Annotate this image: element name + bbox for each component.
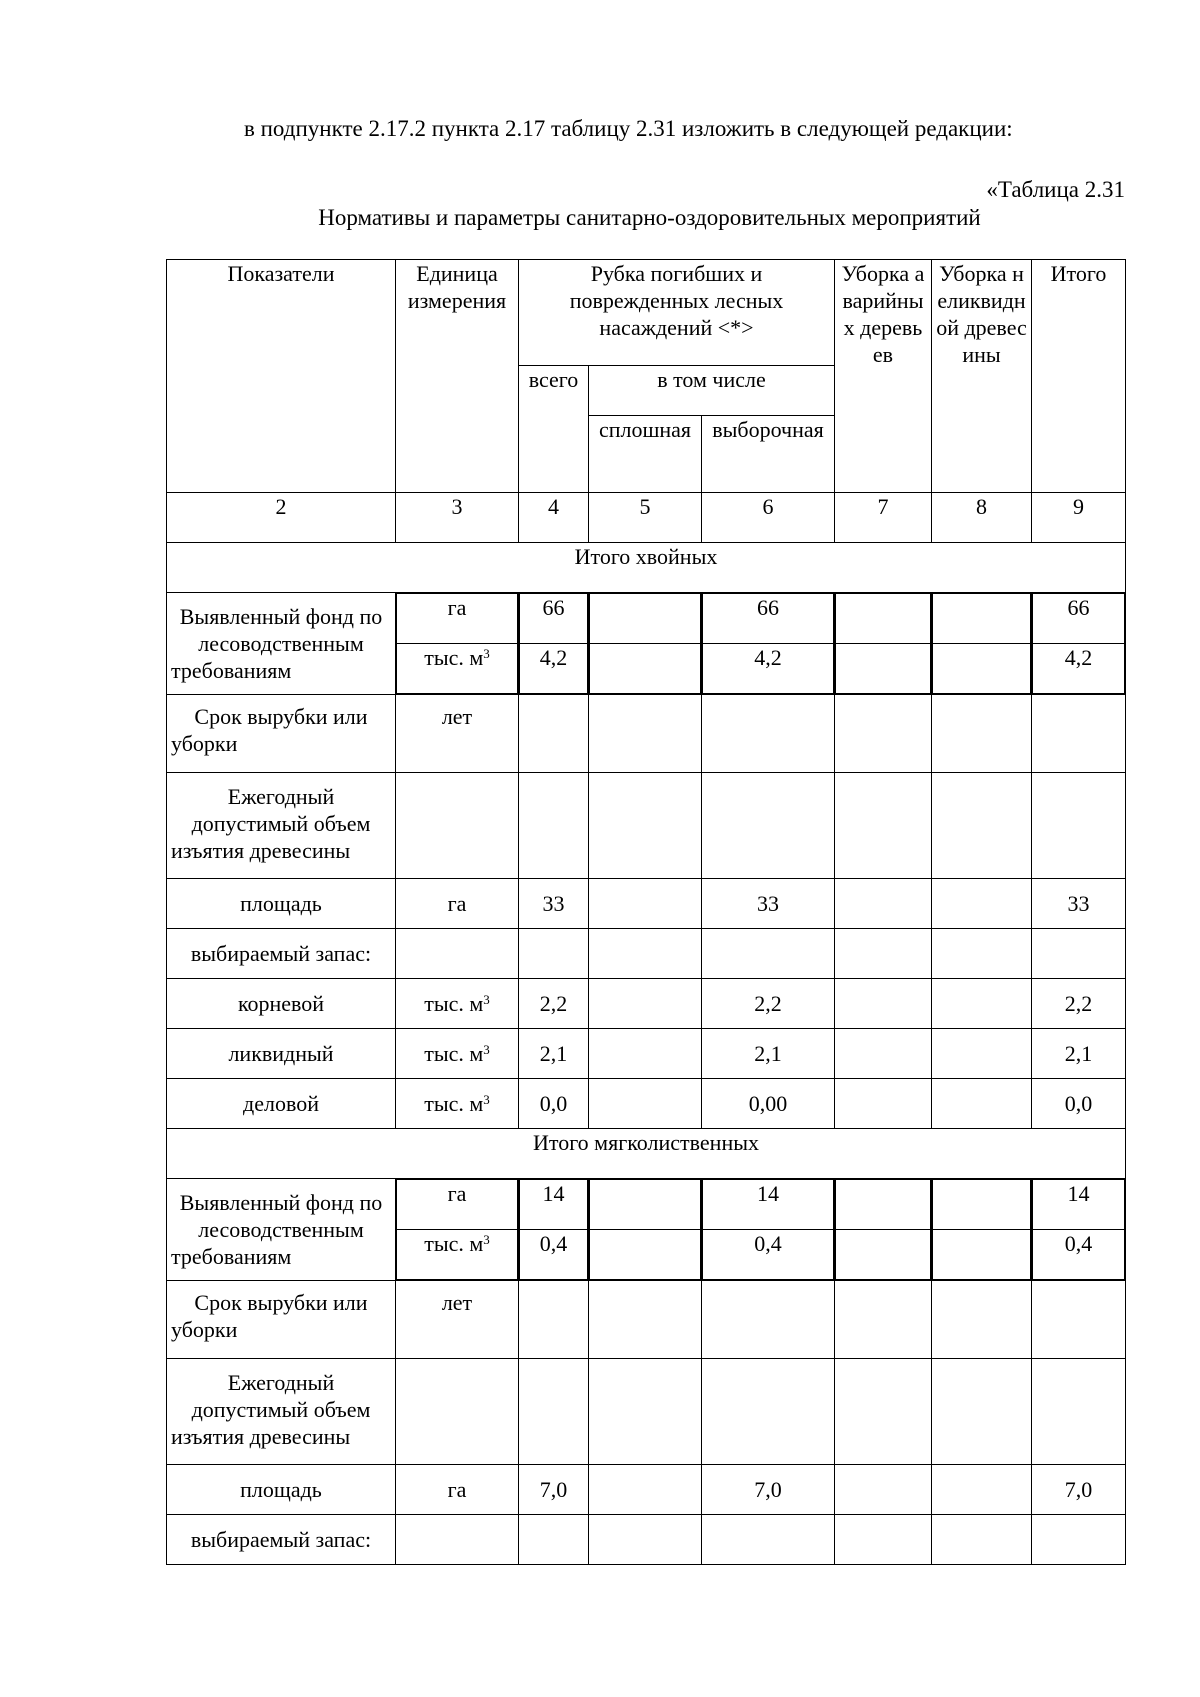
cell-value: 2,1 (702, 1029, 835, 1079)
cell-value: 2,1 (1032, 1029, 1126, 1079)
table-row (167, 979, 1126, 1029)
split-cell (519, 593, 589, 695)
table-row (167, 1179, 1126, 1281)
unit-years: лет (396, 1281, 519, 1359)
split-cell (835, 593, 932, 695)
split-cell (1032, 1179, 1126, 1281)
row-label-area: площадь (167, 1465, 396, 1515)
table-row (167, 773, 1126, 879)
header-total-sub: всего (519, 366, 589, 493)
column-numbers-row (167, 493, 1126, 543)
header-emergency: Уборка аварийных деревьев (835, 260, 932, 493)
cell-value: 33 (702, 879, 835, 929)
split-cell (1032, 593, 1126, 695)
cell-value: 7,0 (702, 1465, 835, 1515)
row-label-liquid: ликвидный (167, 1029, 396, 1079)
section-title-conifers: Итого хвойных (167, 543, 1126, 593)
row-label-stock: выбираемый запас: (167, 1515, 396, 1565)
row-label-term: Срок вырубки или уборки (167, 1281, 396, 1359)
cell-value: 2,1 (519, 1029, 589, 1079)
cell-value: 0,00 (702, 1079, 835, 1129)
cell-value: 0,4 (520, 1230, 588, 1280)
table-row (167, 1515, 1126, 1565)
row-label-area: площадь (167, 879, 396, 929)
table-caption: «Таблица 2.31 (986, 177, 1125, 202)
cell-value: 66 (1033, 594, 1125, 644)
unit-split (396, 1179, 519, 1281)
split-cell (589, 593, 702, 695)
cell-value: 4,2 (1033, 644, 1125, 694)
cell-value: 4,2 (520, 644, 588, 694)
cell-value: 2,2 (1032, 979, 1126, 1029)
row-label-root: корневой (167, 979, 396, 1029)
cell-value: 66 (520, 594, 588, 644)
cell-value: 2,2 (702, 979, 835, 1029)
header-illiquid: Уборка неликвидной древесины (932, 260, 1032, 493)
cell-value: 0,0 (519, 1079, 589, 1129)
table-row (167, 1029, 1126, 1079)
col-number: 8 (932, 493, 1032, 543)
header-clear: сплошная (589, 416, 702, 493)
intro-paragraph: в подпункте 2.17.2 пункта 2.17 таблицу 2.31 изложить в следующей редакции: (244, 116, 1013, 141)
unit-m3: тыс. $м^3$ (397, 1230, 518, 1280)
unit-ga: га (396, 1465, 519, 1515)
split-cell (932, 1179, 1032, 1281)
col-number: 7 (835, 493, 932, 543)
table-row (167, 695, 1126, 773)
unit-ga: га (397, 1180, 518, 1230)
cell-value: 2,2 (519, 979, 589, 1029)
norms-table (166, 259, 1125, 1565)
cell-value: 14 (520, 1180, 588, 1230)
row-label-business: деловой (167, 1079, 396, 1129)
row-label-annual: Ежегодный допустимый объем изъятия древесины (167, 773, 396, 879)
table-row (167, 1465, 1126, 1515)
table-row (167, 1281, 1126, 1359)
cell-value: 33 (519, 879, 589, 929)
split-cell (702, 593, 835, 695)
table-row (167, 1079, 1126, 1129)
table-row (167, 1359, 1126, 1465)
row-label-fund: Выявленный фонд по лесоводственным требованиям (167, 1179, 396, 1281)
table-row (167, 593, 1126, 695)
unit-m3: тыс. $м^3$ (396, 979, 519, 1029)
split-cell (702, 1179, 835, 1281)
split-cell (589, 1179, 702, 1281)
unit-split (396, 593, 519, 695)
unit-ga: га (397, 594, 518, 644)
cell-value: 0,4 (703, 1230, 834, 1280)
cell-value: 7,0 (1032, 1465, 1126, 1515)
header-selective: выборочная (702, 416, 835, 493)
col-number: 3 (396, 493, 519, 543)
unit-ga: га (396, 879, 519, 929)
table-row (167, 879, 1126, 929)
row-label-stock: выбираемый запас: (167, 929, 396, 979)
cell-value: 33 (1032, 879, 1126, 929)
header-indicators: Показатели (167, 260, 396, 493)
header-including: в том числе (589, 366, 835, 416)
col-number: 9 (1032, 493, 1126, 543)
col-number: 2 (167, 493, 396, 543)
section-title-softwood: Итого мягколиственных (167, 1129, 1126, 1179)
row-label-term: Срок вырубки или уборки (167, 695, 396, 773)
unit-years: лет (396, 695, 519, 773)
cell-value: 14 (703, 1180, 834, 1230)
table-row (167, 929, 1126, 979)
header-unit: Единица измерения (396, 260, 519, 493)
cell-value: 14 (1033, 1180, 1125, 1230)
cell-value: 0,4 (1033, 1230, 1125, 1280)
header-total: Итого (1032, 260, 1126, 493)
col-number: 6 (702, 493, 835, 543)
split-cell (932, 593, 1032, 695)
cell-value: 0,0 (1032, 1079, 1126, 1129)
unit-m3: тыс. $м^3$ (396, 1029, 519, 1079)
unit-m3: тыс. $м^3$ (396, 1079, 519, 1129)
split-cell (519, 1179, 589, 1281)
unit-m3: тыс. $м^3$ (397, 644, 518, 694)
row-label-fund: Выявленный фонд по лесоводственным требованиям (167, 593, 396, 695)
header-felling: Рубка погибших и поврежденных лесных насаждений <*> (519, 260, 835, 366)
col-number: 5 (589, 493, 702, 543)
cell-value: 66 (703, 594, 834, 644)
split-cell (835, 1179, 932, 1281)
table-title: Нормативы и параметры санитарно-оздоровительных мероприятий (318, 205, 981, 230)
col-number: 4 (519, 493, 589, 543)
row-label-annual: Ежегодный допустимый объем изъятия древесины (167, 1359, 396, 1465)
cell-value: 7,0 (519, 1465, 589, 1515)
cell-value: 4,2 (703, 644, 834, 694)
